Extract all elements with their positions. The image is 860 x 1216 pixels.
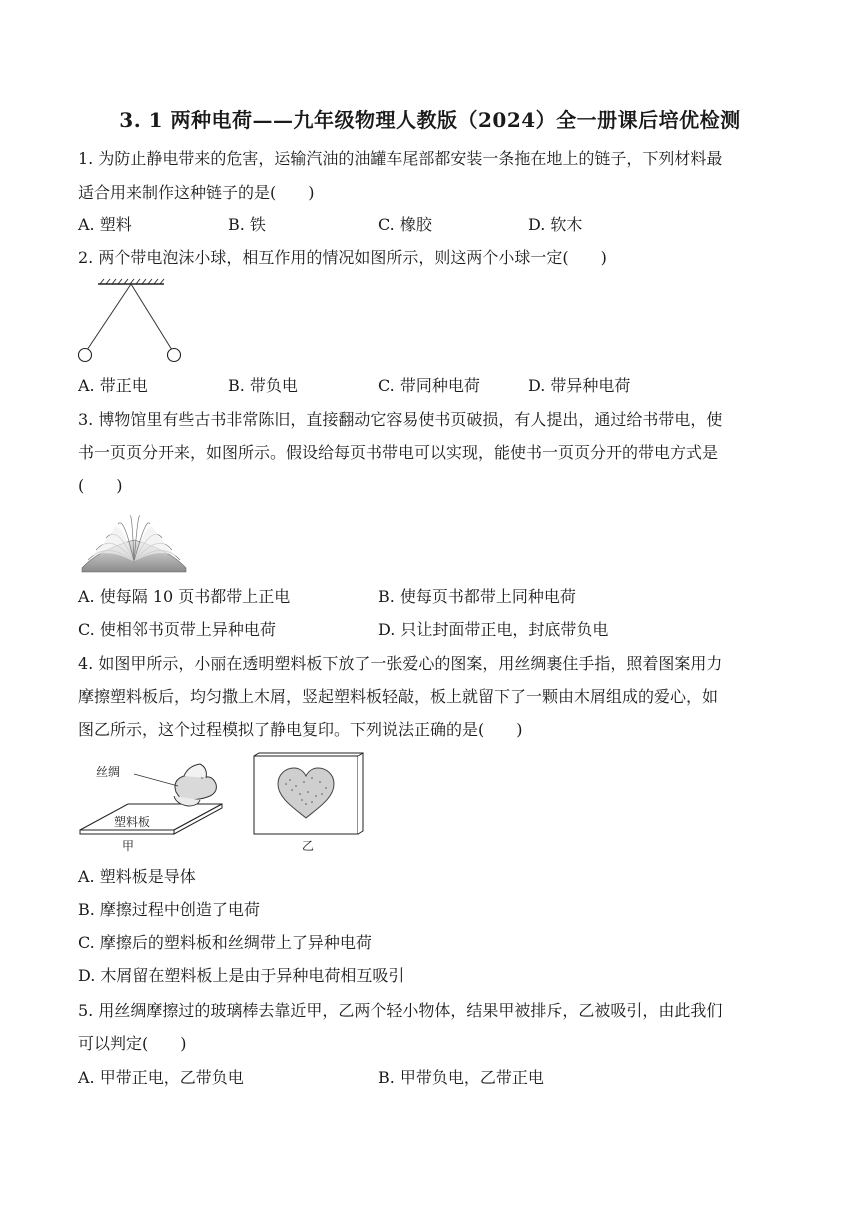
q3-option-d: D. 只让封面带正电，封底带负电 xyxy=(378,620,609,639)
q4-option-c: C. 摩擦后的塑料板和丝绸带上了异种电荷 xyxy=(78,933,372,952)
q1-stem-line1: 1. 为防止静电带来的危害，运输汽油的油罐车尾部都安装一条拖在地上的链子，下列材料最 xyxy=(78,149,723,168)
left-thread xyxy=(87,284,131,350)
q4-option-a: A. 塑料板是导体 xyxy=(78,867,196,886)
label-silk: 丝绸 xyxy=(96,765,121,779)
q3-stem-line3: ( ) xyxy=(78,476,123,495)
q3-stem-line1: 3. 博物馆里有些古书非常陈旧，直接翻动它容易使书页破损，有人提出，通过给书带电，使 xyxy=(78,410,723,429)
q3-stem-line2: 书一页页分开来，如图所示。假设给每页书带电可以实现，能使书一页页分开的带电方式是 xyxy=(78,443,719,462)
q1-stem-line2: 适合用来制作这种链子的是( ) xyxy=(78,183,315,202)
q1-option-b: B. 铁 xyxy=(228,215,266,234)
q3-book-figure xyxy=(78,510,190,576)
q2-option-c: C. 带同种电荷 xyxy=(378,376,480,395)
figure-yi xyxy=(254,753,363,853)
q3-option-c: C. 使相邻书页带上异种电荷 xyxy=(78,620,276,639)
hand-with-silk xyxy=(174,764,216,806)
label-jia: 甲 xyxy=(122,839,135,853)
q2-option-b: B. 带负电 xyxy=(228,376,298,395)
ceiling-support xyxy=(98,279,164,284)
right-thread xyxy=(131,284,172,350)
page-title: 3. 1 两种电荷——九年级物理人教版（2024）全一册课后培优检测 xyxy=(119,108,741,132)
q2-stem-line1: 2. 两个带电泡沫小球，相互作用的情况如图所示，则这两个小球一定( ) xyxy=(78,248,607,267)
q2-option-a: A. 带正电 xyxy=(78,376,148,395)
left-foam-ball xyxy=(79,349,92,362)
q5-option-b: B. 甲带负电，乙带正电 xyxy=(378,1068,544,1087)
q4-option-d: D. 木屑留在塑料板上是由于异种电荷相互吸引 xyxy=(78,966,405,985)
q5-stem-line2: 可以判定( ) xyxy=(78,1034,187,1053)
q4-stem-line2: 摩擦塑料板后，均匀撒上木屑，竖起塑料板轻敲，板上就留下了一颗由木屑组成的爱心，如 xyxy=(78,687,719,706)
q4-stem-line3: 图乙所示，这个过程模拟了静电复印。下列说法正确的是( ) xyxy=(78,720,523,739)
q4-figure xyxy=(76,752,368,854)
q1-option-a: A. 塑料 xyxy=(78,215,132,234)
q3-option-b: B. 使每页书都带上同种电荷 xyxy=(378,587,576,606)
label-yi: 乙 xyxy=(302,839,315,853)
q5-stem-line1: 5. 用丝绸摩擦过的玻璃棒去靠近甲，乙两个轻小物体，结果甲被排斥，乙被吸引，由此我们 xyxy=(78,1001,723,1020)
q5-option-a: A. 甲带正电，乙带负电 xyxy=(78,1068,244,1087)
right-foam-ball xyxy=(168,349,181,362)
q1-option-c: C. 橡胶 xyxy=(378,215,432,234)
q3-option-a: A. 使每隔 10 页书都带上正电 xyxy=(78,587,291,606)
q4-stem-line1: 4. 如图甲所示，小丽在透明塑料板下放了一张爱心的图案，用丝绸裹住手指，照着图案用力 xyxy=(78,654,723,673)
label-plastic-board: 塑料板 xyxy=(114,815,151,829)
q2-pendulum-figure xyxy=(76,278,186,368)
q4-option-b: B. 摩擦过程中创造了电荷 xyxy=(78,900,260,919)
figure-jia xyxy=(80,764,222,853)
q2-option-d: D. 带异种电荷 xyxy=(528,376,631,395)
q1-option-d: D. 软木 xyxy=(528,215,583,234)
